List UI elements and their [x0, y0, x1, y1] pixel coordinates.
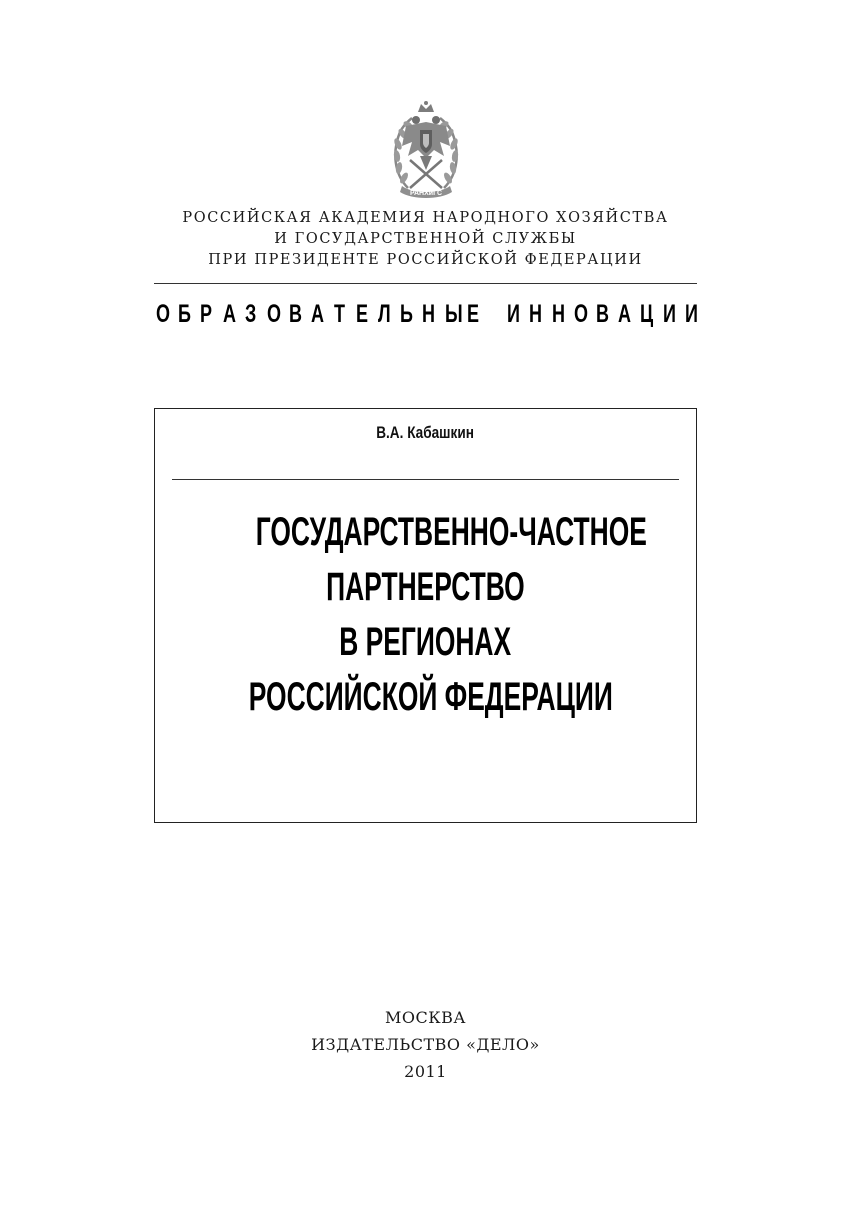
publication-year: 2011	[404, 1062, 447, 1081]
book-title-line: В РЕГИОНАХ	[339, 620, 512, 664]
series-letter: О	[155, 299, 170, 328]
series-letter: Е	[355, 299, 368, 328]
series-letter: З	[244, 299, 257, 328]
header-divider	[154, 283, 697, 284]
series-letter: В	[596, 299, 610, 328]
series-letter: Т	[333, 299, 345, 328]
book-title	[155, 505, 696, 725]
series-letter: Н	[529, 299, 543, 328]
series-letter: А	[618, 299, 632, 328]
series-letter: И	[684, 299, 698, 328]
series-letter: О	[266, 299, 281, 328]
series-letter: Р	[200, 299, 213, 328]
series-letter: Ы	[444, 299, 463, 328]
series-letter: Б	[178, 299, 192, 328]
publisher-info	[0, 1004, 851, 1085]
title-frame	[154, 408, 697, 823]
series-letter: Е	[466, 299, 479, 328]
series-letter: А	[311, 299, 325, 328]
series-letter: О	[573, 299, 588, 328]
svg-text:РАНХиГС: РАНХиГС	[409, 190, 443, 197]
publisher-name: ИЗДАТЕЛЬСТВО «ДЕЛО»	[311, 1035, 540, 1054]
academy-name	[0, 208, 851, 271]
series-letter: Н	[551, 299, 565, 328]
series-letter: И	[507, 299, 521, 328]
book-title-line: ГОСУДАРСТВЕННО-ЧАСТНОЕ	[255, 510, 647, 554]
series-letter: В	[289, 299, 303, 328]
series-letter: Ц	[640, 299, 654, 328]
author-divider	[172, 479, 679, 480]
series-letter: И	[662, 299, 676, 328]
series-title	[154, 296, 697, 332]
series-letter: Ь	[400, 299, 414, 328]
academy-line: И ГОСУДАРСТВЕННОЙ СЛУЖБЫ	[274, 231, 577, 247]
series-letter: А	[222, 299, 236, 328]
series-letter	[488, 300, 495, 329]
academy-line: РОССИЙСКАЯ АКАДЕМИЯ НАРОДНОГО ХОЗЯЙСТВА	[182, 210, 669, 226]
publisher-city: МОСКВА	[385, 1008, 466, 1027]
author-name: В.А. Кабашкин	[376, 423, 475, 442]
series-letter: Л	[377, 299, 391, 328]
academy-line: ПРИ ПРЕЗИДЕНТЕ РОССИЙСКОЙ ФЕДЕРАЦИИ	[208, 252, 643, 268]
ranepa-eagle-emblem-icon	[388, 100, 464, 204]
series-letter: Н	[422, 299, 436, 328]
book-title-line: ПАРТНЕРСТВО	[326, 565, 525, 609]
book-title-line: РОССИЙСКОЙ ФЕДЕРАЦИИ	[248, 675, 613, 719]
